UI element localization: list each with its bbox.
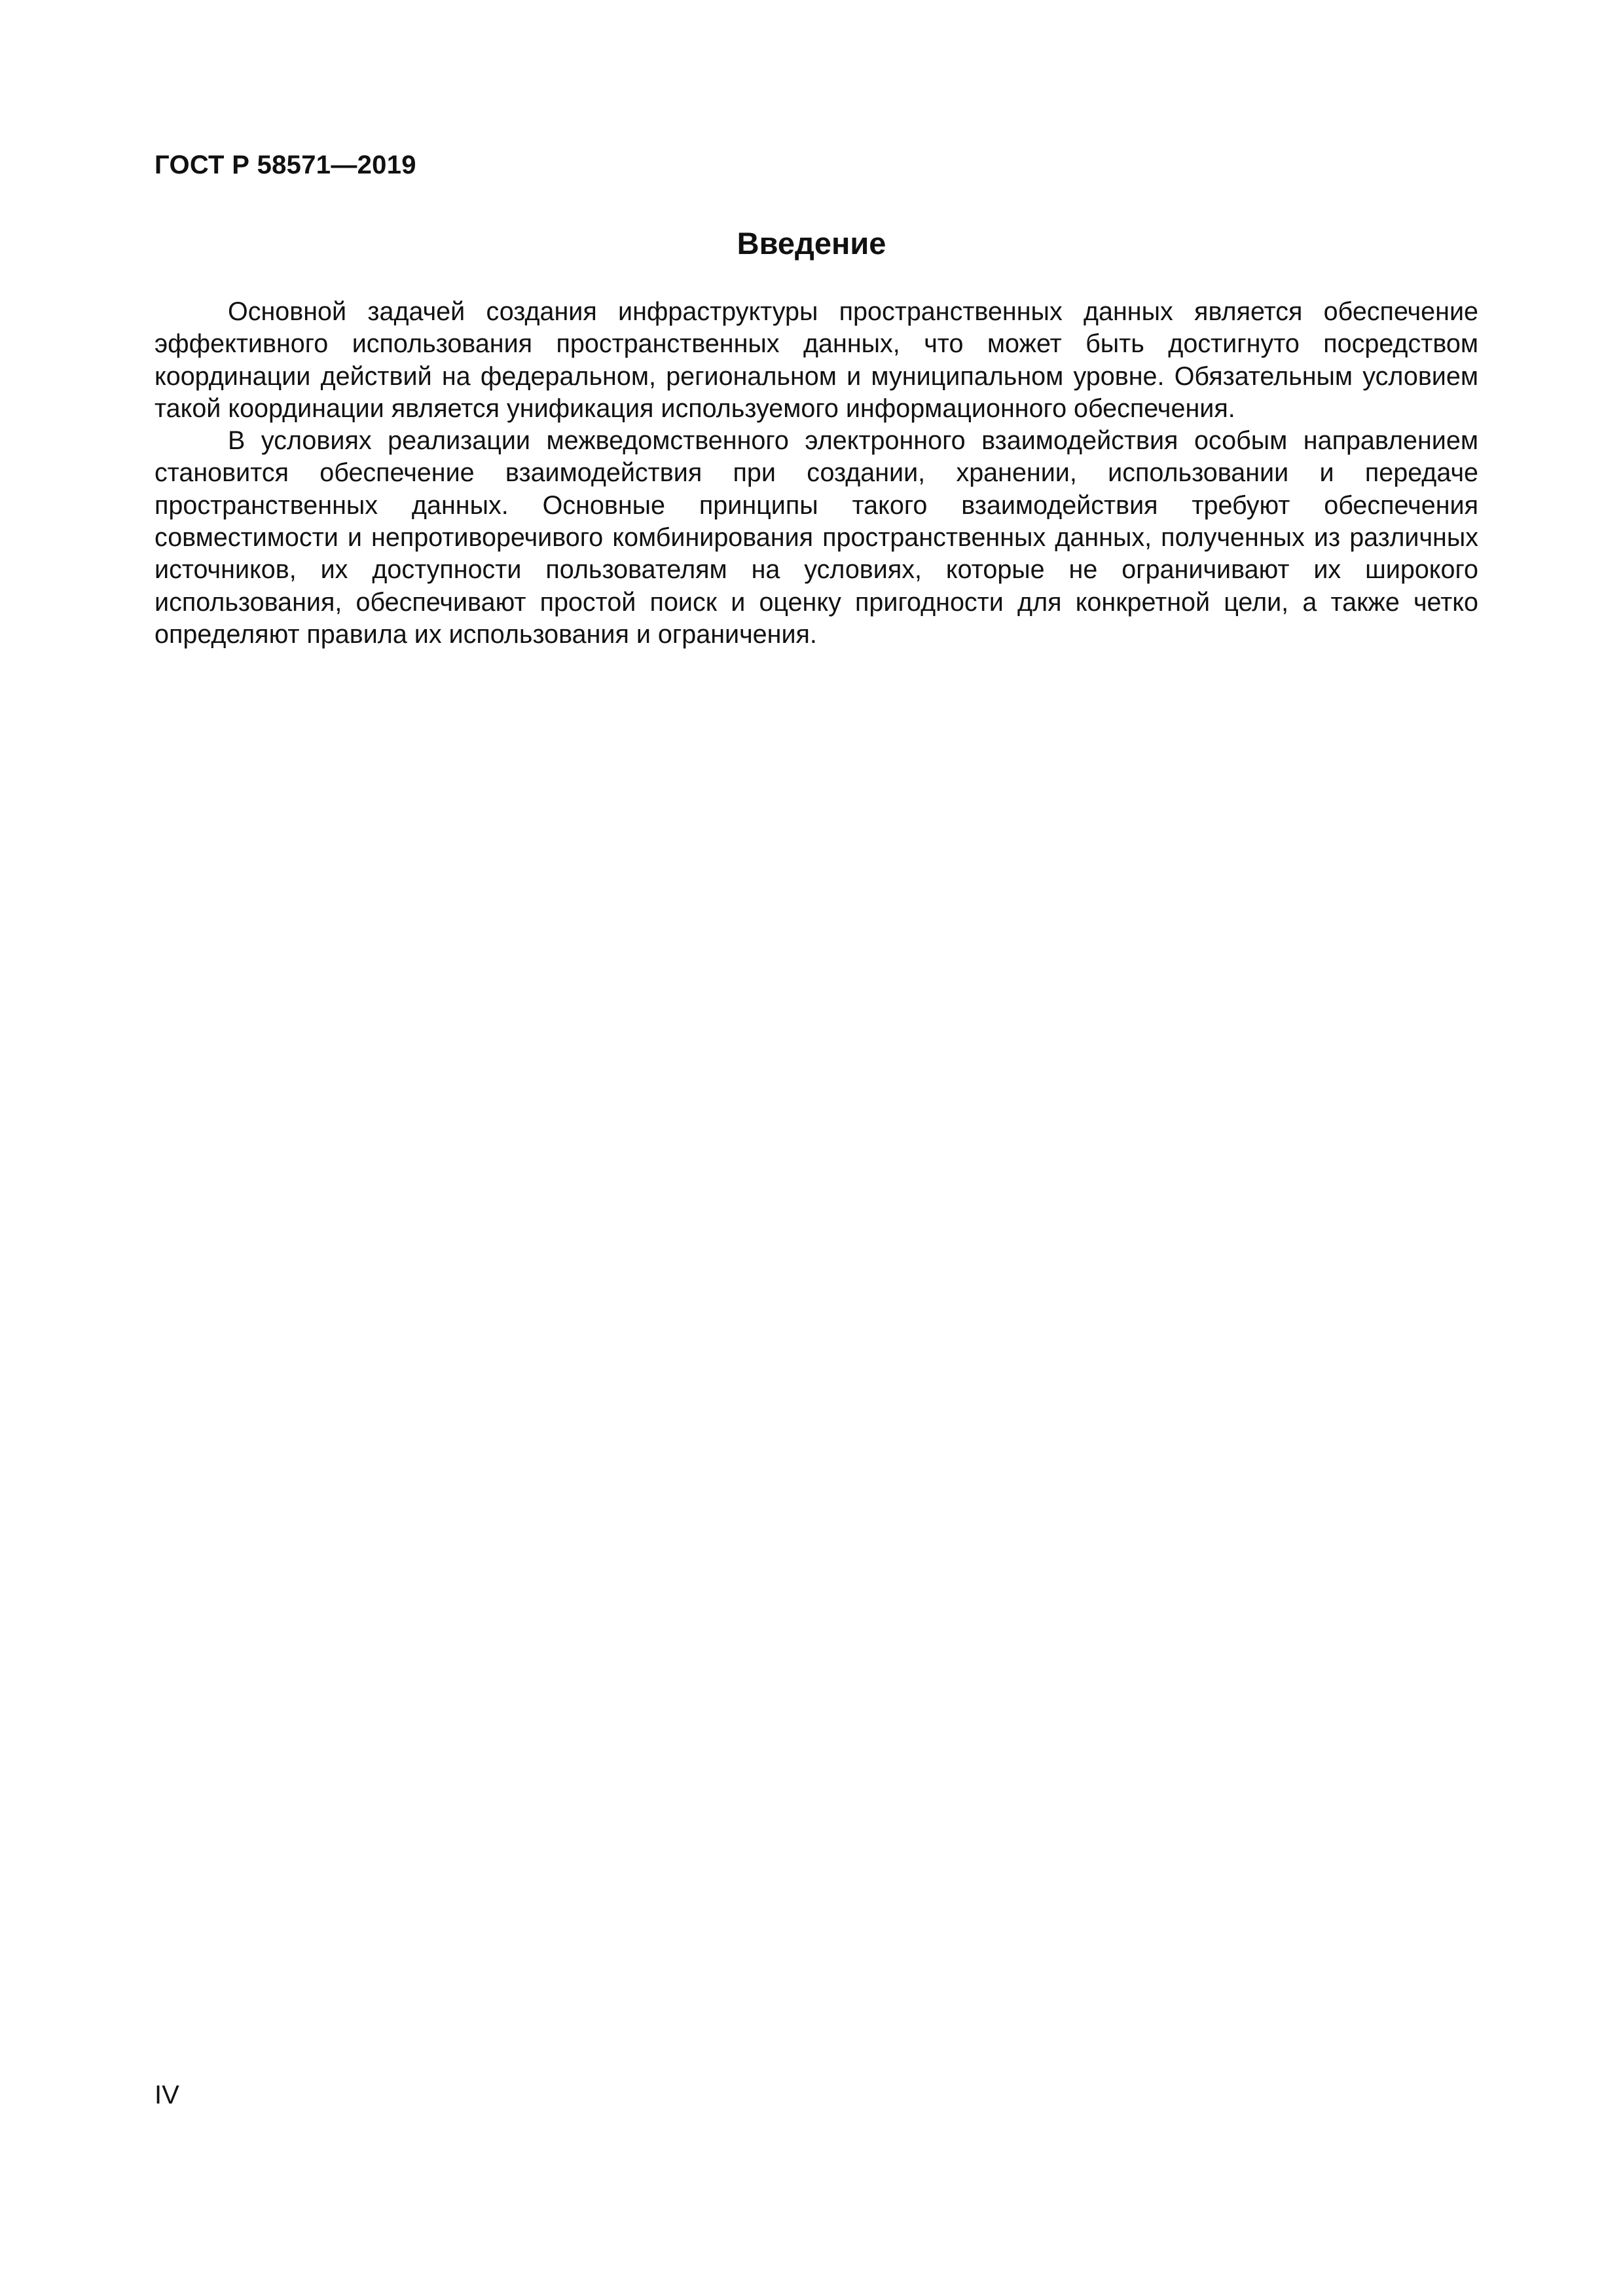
page-number: IV xyxy=(155,2081,179,2109)
paragraph-1: Основной задачей создания инфраструктуры пространственных данных является обеспечение эффективного использования пространственных данных, что может быть достигнуто посредством координации действий на федеральном, региональном и муниципальном уровне. Обязательным условием такой координации является унификация используемого информационного обеспечения. xyxy=(155,297,1478,423)
paragraph-2: В условиях реализации межведомственного электронного взаимодействия особым направлением становится обеспечение взаимодействия при создании, хранении, использовании и передаче пространственных данных. Основные принципы такого взаимодействия требуют обеспечения совместимости и непротиворечивого комбинирования пространственных данных, полученных из различных источников, их доступности пользователям на условиях, которые не ограничивают их широкого использования, обеспечивают простой поиск и оценку пригодности для конкретной цели, а также четко определяют правила их использования и ограничения. xyxy=(155,426,1478,649)
section-title: Введение xyxy=(737,226,886,261)
document-code: ГОСТ Р 58571—2019 xyxy=(155,151,416,179)
introduction-body xyxy=(155,296,1478,651)
